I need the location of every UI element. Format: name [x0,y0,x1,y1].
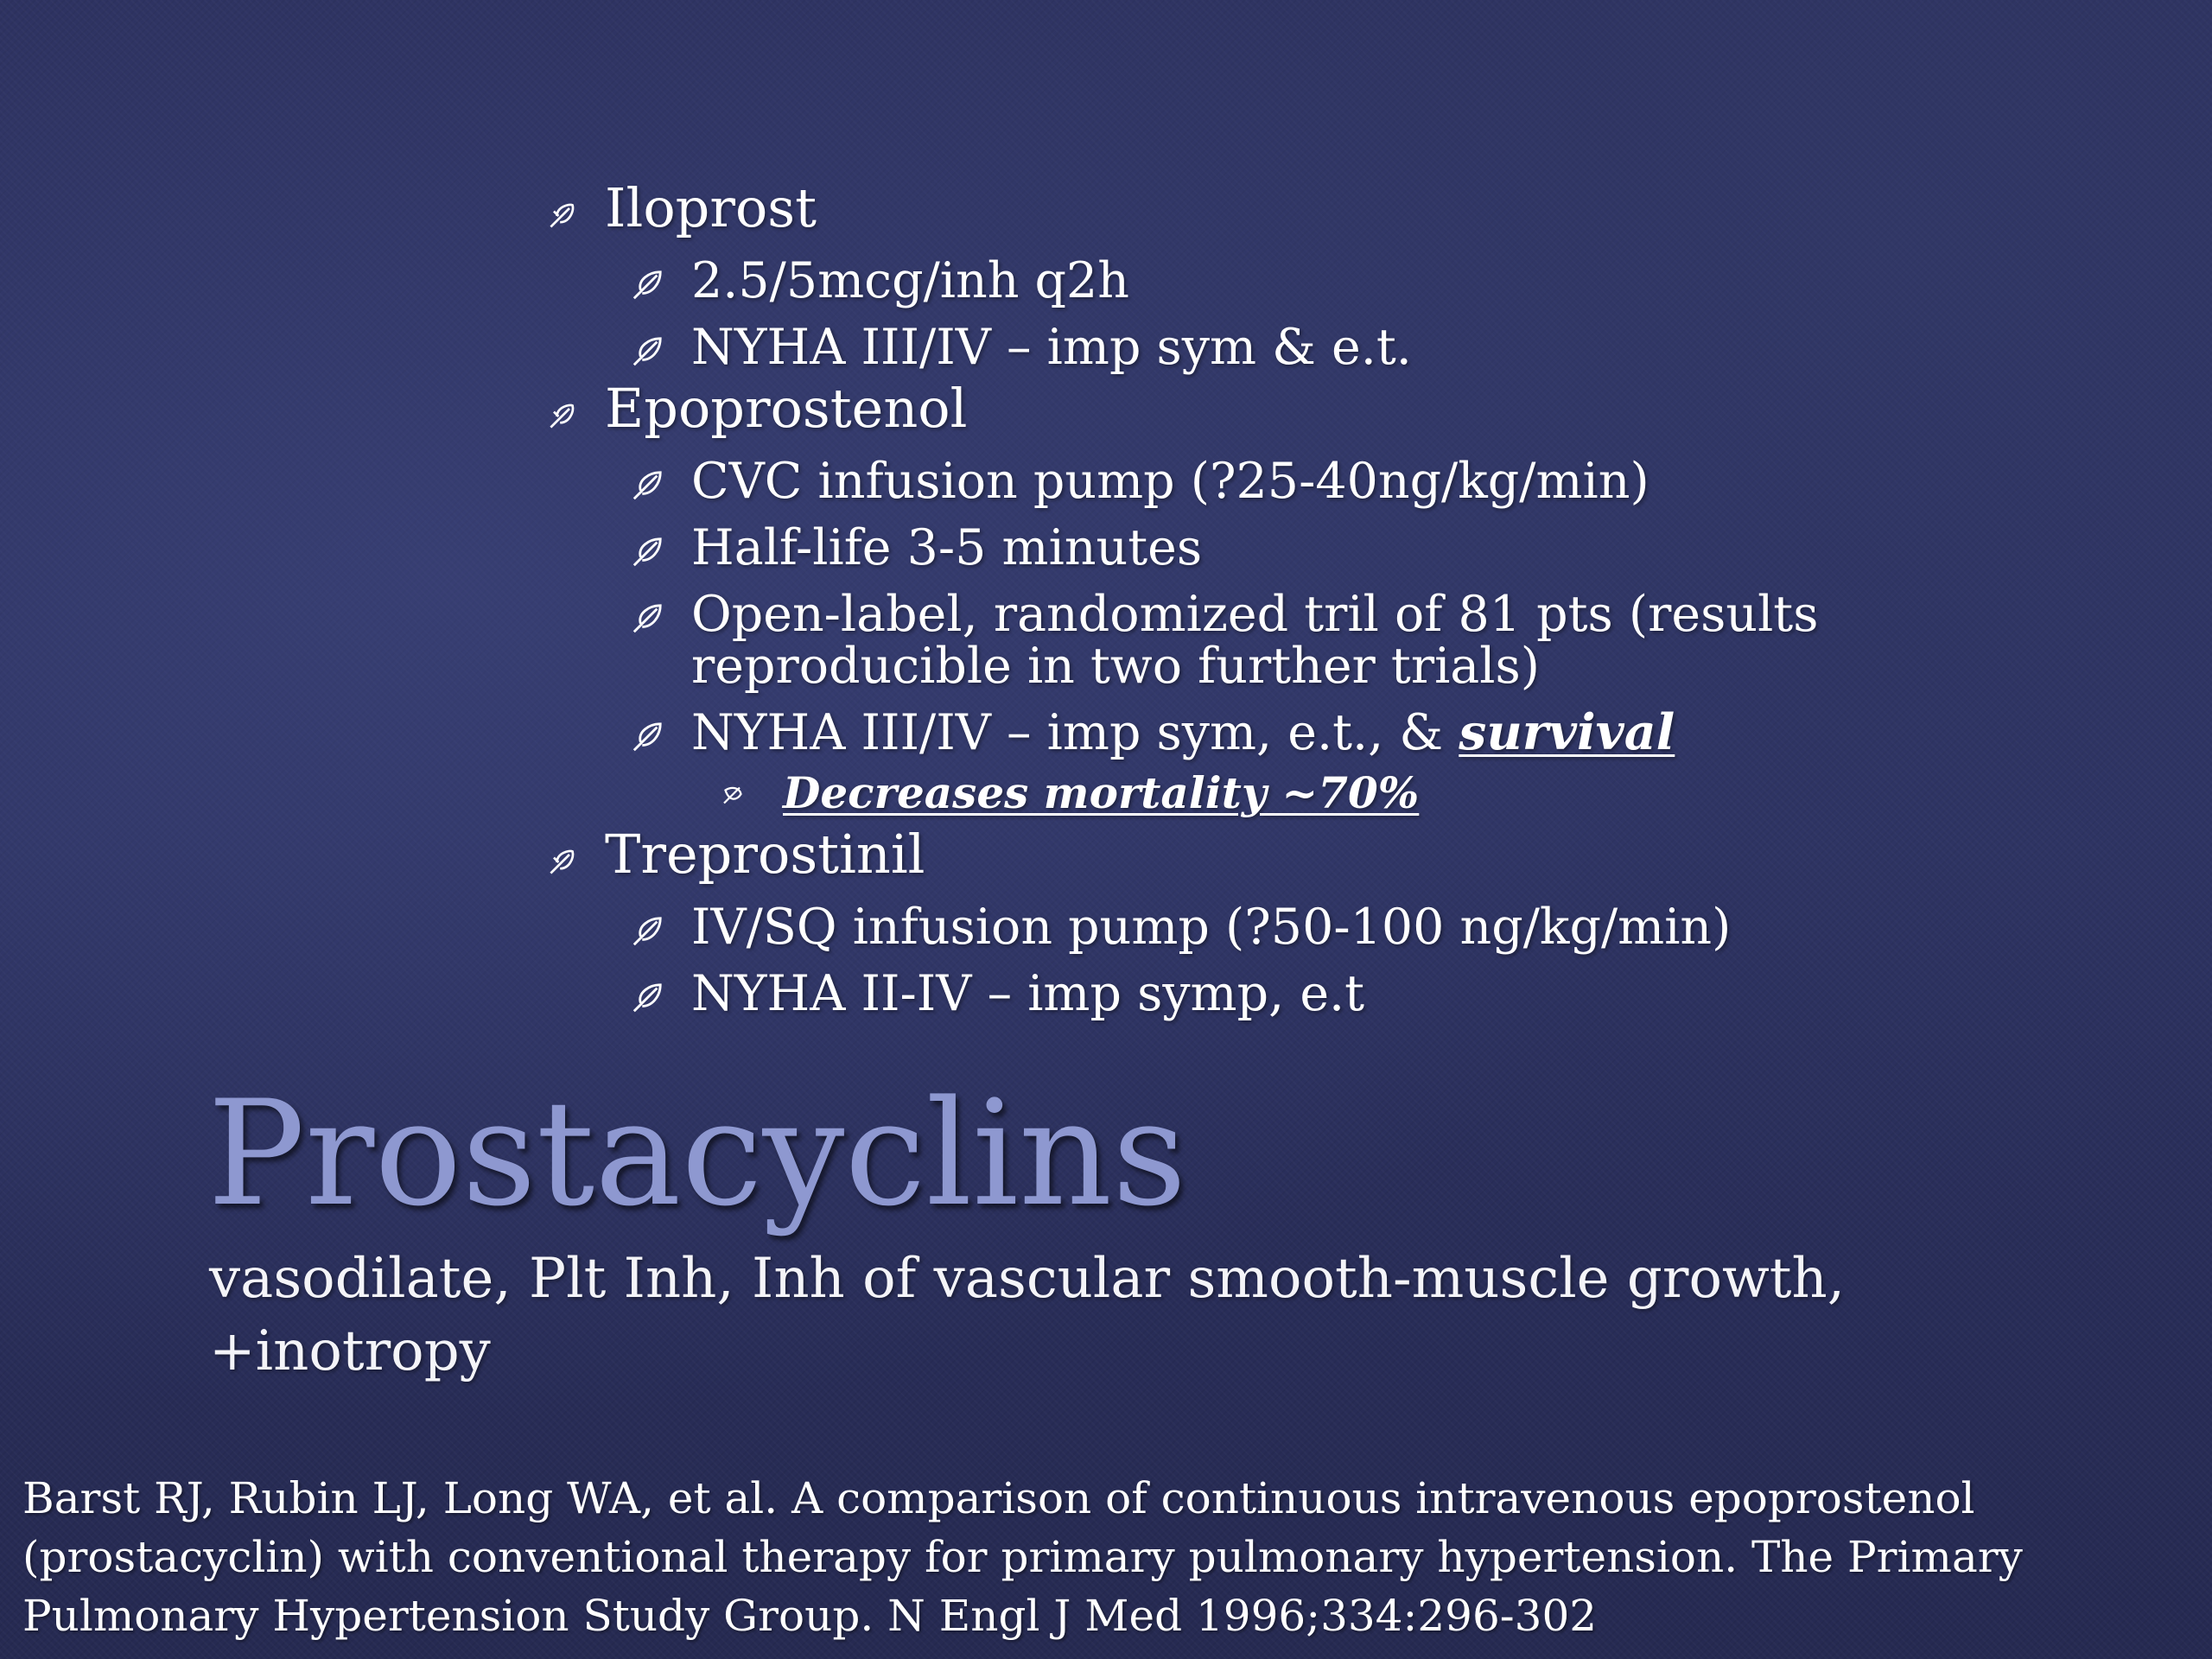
bullet-epoprostenol-survival [536,703,2056,761]
bullet-epoprostenol-halflife [536,519,2056,576]
leaf-bullet-icon [546,200,577,232]
leaf-bullet-icon [631,721,664,753]
bullet-text: Epoprostenol [605,377,968,440]
leaf-bullet-icon [631,602,664,635]
leaf-bullet-icon [719,781,745,807]
bullet-epoprostenol [536,377,2056,441]
bullet-list [536,173,2056,1020]
bullet-treprostinil-pump [536,899,2056,956]
bullet-epoprostenol-trial [536,586,2056,695]
bullet-text: NYHA III/IV – imp sym, e.t., & [691,704,1459,761]
bullet-iloprost [536,176,2056,240]
bullet-treprostinil [536,823,2056,887]
leaf-bullet-icon [546,847,577,878]
bullet-epoprostenol-mortality [536,767,2056,819]
bullet-text: 2.5/5mcg/inh q2h [691,252,1130,309]
slide-subtitle: vasodilate, Plt Inh, Inh of vascular smooth-muscle growth, +inotropy [209,1247,1846,1383]
bullet-iloprost-dose [536,252,2056,309]
reference-citation: Barst RJ, Rubin LJ, Long WA, et al. A comparison of continuous intravenous epoprostenol (prostacyclin) with conventional therapy for primary pulmonary hypertension. The Primary Pulmonary Hypertension Study Group. N Engl J Med 1996;334:296-302 [22,1473,2023,1641]
bullet-text: IV/SQ infusion pump (?50-100 ng/kg/min) [691,899,1732,956]
leaf-bullet-icon [631,469,664,502]
bullet-text: Treprostinil [605,823,925,886]
bullet-text: CVC infusion pump (?25-40ng/kg/min) [691,453,1649,510]
leaf-bullet-icon [631,536,664,569]
bullet-text: NYHA III/IV – imp sym & e.t. [691,319,1412,376]
bullet-text: Half-life 3-5 minutes [691,519,1203,576]
bullet-epoprostenol-pump [536,453,2056,510]
bullet-treprostinil-effect [536,965,2056,1022]
bullet-text: Iloprost [605,176,817,239]
bullet-text: Decreases mortality ~70% [783,767,1420,818]
leaf-bullet-icon [631,982,664,1014]
bullet-text: Open-label, randomized tril of 81 pts (results reproducible in two further trials) [691,586,1819,695]
survival-emphasis: survival [1459,703,1675,761]
leaf-bullet-icon [631,335,664,368]
bullet-iloprost-effect [536,319,2056,376]
slide-title: Prostacyclins [207,1069,1187,1238]
leaf-bullet-icon [631,269,664,302]
leaf-bullet-icon [546,401,577,432]
bullet-text: NYHA II-IV – imp symp, e.t [691,965,1365,1022]
leaf-bullet-icon [631,915,664,948]
